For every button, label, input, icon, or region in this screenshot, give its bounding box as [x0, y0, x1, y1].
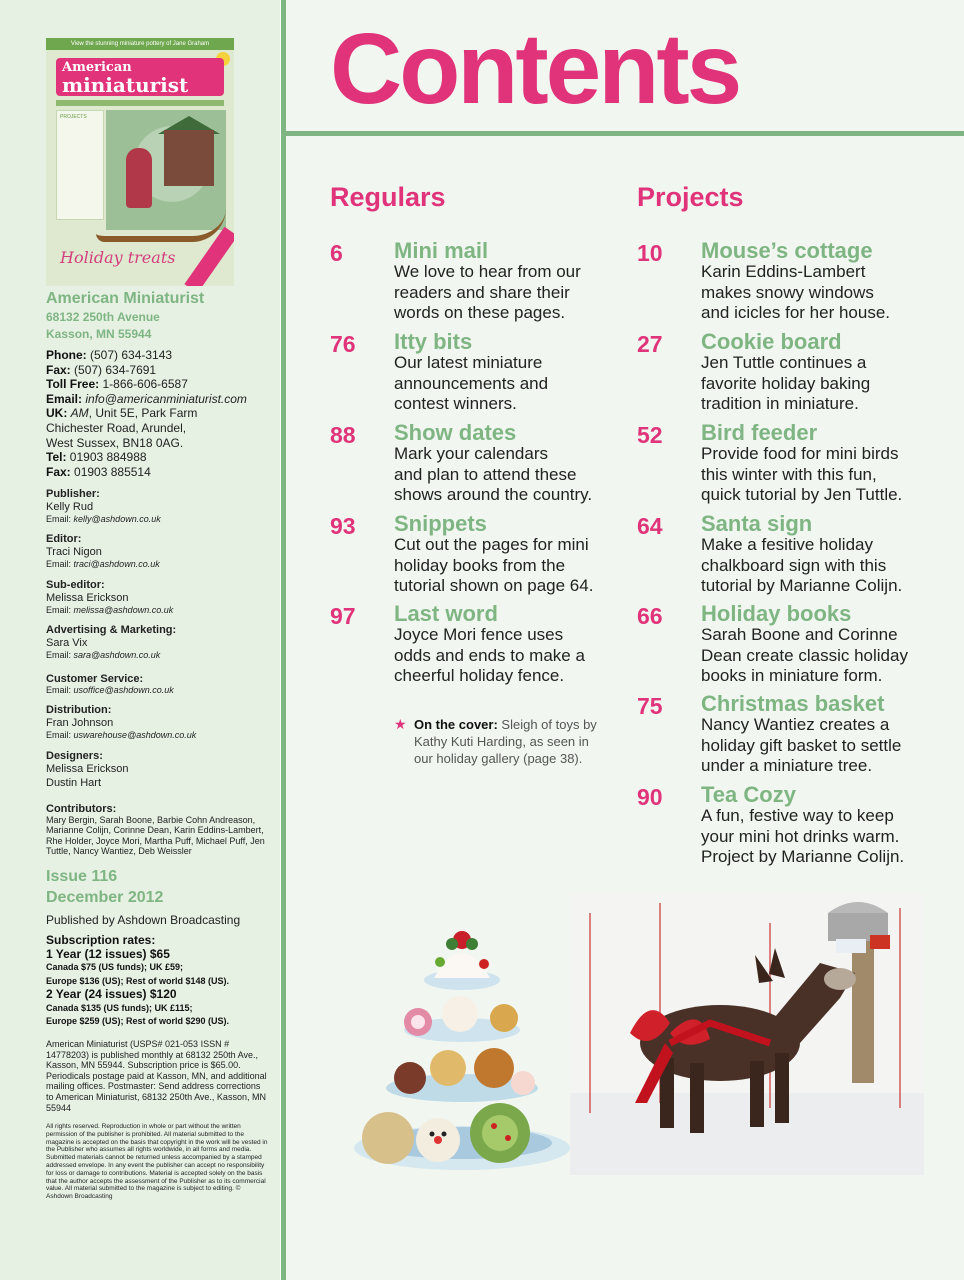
entry-title[interactable]: Last word	[394, 601, 498, 626]
contact-line	[46, 421, 276, 436]
entry-description-line: contest winners.	[394, 394, 517, 414]
cover-note-text: Sleigh of toys by Kathy Kuti Harding, as seen in our holiday gallery (page 38).	[414, 717, 597, 766]
entry-description-line: makes snowy windows	[701, 282, 874, 302]
entry-title[interactable]: Mini mail	[394, 238, 489, 263]
contact-value: 01903 884988	[69, 450, 147, 465]
entry-description	[701, 535, 902, 597]
email-prefix: Email:	[46, 559, 72, 569]
contact-label: Email:	[46, 391, 83, 406]
magazine-name: American Miniaturist	[46, 290, 205, 307]
contact-line	[46, 392, 276, 407]
page-number: 64	[637, 513, 663, 539]
subscription-line: Canada $75 (US funds); UK £59;	[46, 962, 184, 972]
entry-description-line: announcements and	[394, 373, 549, 393]
page-number: 88	[330, 422, 356, 448]
entry-description-line: Jen Tuttle continues a	[701, 353, 867, 372]
staff-name: Fran Johnson	[46, 717, 114, 729]
entry-description	[394, 353, 548, 415]
entry-description-line: shows around the country.	[394, 485, 593, 505]
email-prefix: Email:	[46, 605, 72, 615]
staff-email-link[interactable]: kelly@ashdown.co.uk	[73, 514, 161, 524]
entry-description-line: words on these pages.	[394, 303, 566, 323]
entry-description-line: cheerful holiday fence.	[394, 666, 565, 686]
cover-logo	[56, 58, 224, 96]
entry-title[interactable]: Snippets	[394, 511, 487, 536]
entry-description-line: books in miniature form.	[701, 666, 883, 686]
email-prefix: Email:	[46, 730, 72, 740]
entry-description-line: A fun, festive way to keep	[701, 806, 894, 825]
page-number: 90	[637, 784, 663, 810]
entry-description-line: chalkboard sign with this	[701, 555, 887, 575]
contact-value: 01903 885514	[74, 464, 151, 479]
entry-description	[394, 262, 581, 324]
contact-label: Toll Free:	[46, 377, 100, 392]
usps-notice: American Miniaturist (USPS# 021-053 ISSN # 14778203) is published monthly at 68132 250th Ave., Kasson, MN 55944. Subscription price is $65.00. Periodicals postage paid at Kasson, MN, and additional mailing offices. Postmaster: Send address corrections to American Miniaturist, 68132 250th Ave., Kasson, MN 55944	[46, 1039, 267, 1113]
page-number: 66	[637, 603, 663, 629]
entry-description-line: favorite holiday baking	[701, 373, 871, 393]
contact-value[interactable]: info@americanminiaturist.com	[85, 391, 247, 406]
contact-value: Chichester Road, Arundel,	[46, 420, 187, 435]
subscription-line: Europe $259 (US); Rest of world $290 (US).	[46, 1016, 230, 1026]
staff-email-line	[46, 650, 276, 661]
entry-description-line: Nancy Wantiez creates a	[701, 715, 890, 734]
contributors-label: Contributors:	[46, 803, 117, 815]
entry-description-line: Our latest miniature	[394, 353, 543, 372]
cover-house	[164, 130, 214, 186]
entry-description-line: Dean create classic holiday	[701, 645, 908, 665]
staff-email-link[interactable]: sara@ashdown.co.uk	[73, 650, 161, 660]
contact-line	[46, 436, 276, 451]
staff-name: Traci Nigon	[46, 546, 102, 558]
contact-value: , Unit 5E, Park Farm	[88, 406, 198, 421]
entry-description-line: Provide food for mini birds	[701, 444, 899, 463]
staff-entry	[46, 533, 276, 570]
contact-value: (507) 634-3143	[90, 348, 173, 362]
staff-email-line	[46, 730, 276, 741]
contact-value: 1-866-606-6587	[102, 377, 188, 392]
entry-title[interactable]: Holiday books	[701, 601, 852, 626]
entry-title[interactable]: Santa sign	[701, 511, 813, 536]
staff-entry	[46, 624, 276, 661]
issue-date: December 2012	[46, 889, 164, 906]
entry-description-line: holiday gift basket to settle	[701, 735, 902, 755]
cover-thumbnail[interactable]	[46, 38, 234, 286]
subscription-line: 1 Year (12 issues) $65	[46, 946, 170, 961]
entry-description-line: Sarah Boone and Corinne	[701, 625, 898, 644]
entry-description-line: readers and share their	[394, 282, 570, 302]
contact-line	[46, 406, 276, 421]
staff-email-line	[46, 685, 276, 696]
entry-title[interactable]: Christmas basket	[701, 691, 885, 716]
cover-sleigh	[96, 208, 226, 242]
entry-description-line: We love to hear from our	[394, 262, 581, 281]
projects-heading: Projects	[637, 182, 744, 212]
staff-name: Kelly Rud	[46, 501, 94, 513]
contributors-names: Mary Bergin, Sarah Boone, Barbie Cohn Andreason, Marianne Colijn, Corinne Dean, Karin Eddins-Lambert, Rhe Holder, Joyce Mori, Martha Puff, Michael Puff, Jen Tuttle, Nancy Wantiez, Deb Weissler	[46, 814, 265, 856]
entry-description-line: odds and ends to make a	[394, 645, 585, 665]
cover-doll-figure	[126, 148, 152, 208]
page-number: 75	[637, 693, 663, 719]
page-title: Contents	[330, 13, 740, 125]
cover-note-label: On the cover:	[414, 717, 498, 732]
entry-description-line: tradition in miniature.	[701, 394, 859, 414]
entry-description	[701, 715, 901, 777]
email-prefix: Email:	[46, 514, 72, 524]
subscription-line: Subscription rates:	[46, 933, 156, 947]
subscription-line: 2 Year (24 issues) $120	[46, 987, 177, 1001]
staff-name: Sara Vix	[46, 637, 88, 649]
entry-description-line: tutorial shown on page 64.	[394, 576, 594, 596]
title-divider	[286, 131, 964, 136]
entry-description-line: Karin Eddins-Lambert	[701, 262, 866, 281]
contact-value: (507) 634-7691	[74, 362, 157, 377]
contact-line	[46, 377, 276, 392]
staff-role: Sub-editor:	[46, 579, 105, 591]
cover-subbar	[56, 100, 224, 106]
issue-number: Issue 116	[46, 868, 118, 885]
rights-notice: All rights reserved. Reproduction in whole or part without the written permission of the publisher is prohibited. All material submitted to the magazine is accepted on the basis that copyright in the work will be vested in the Publisher who assumes all rights worldwide, in all forms and media. Submitted materials cannot be returned unless accompanied by a stamped addressed envelope. In any event the publisher can accept no responsibility for loss or damage to contributions. Material is accepted solely on the basis that the author accepts the assessment of the Publisher as to its commercial value. All material submitted to the magazine is subject to editing. © Ashdown Broadcasting	[46, 1123, 268, 1201]
staff-entry	[46, 673, 276, 696]
entry-description-line: Project by Marianne Colijn.	[701, 847, 905, 867]
contact-label: Phone:	[46, 348, 87, 362]
entry-description-line: Cut out the pages for mini	[394, 535, 589, 554]
staff-email-link[interactable]: melissa@ashdown.co.uk	[73, 605, 174, 615]
entry-title[interactable]: Bird feeder	[701, 420, 818, 445]
entry-description-line: and plan to attend these	[394, 464, 577, 484]
page-number: 76	[330, 331, 356, 357]
page-number: 93	[330, 513, 356, 539]
contact-label: UK:	[46, 406, 68, 421]
entry-description	[701, 625, 908, 687]
staff-role: Distribution:	[46, 704, 112, 716]
subscription-line: Europe $136 (US); Rest of world $148 (US).	[46, 975, 230, 986]
contact-label: Tel:	[46, 450, 67, 465]
staff-email-link[interactable]: traci@ashdown.co.uk	[73, 559, 160, 569]
entry-description-line: tutorial by Marianne Colijn.	[701, 576, 903, 596]
publisher-line: Published by Ashdown Broadcasting	[46, 913, 241, 927]
staff-name: Melissa Erickson	[46, 592, 129, 604]
staff-entry	[46, 704, 276, 741]
entry-description	[701, 444, 902, 506]
contact-line	[46, 465, 276, 480]
entry-description-line: this winter with this fun,	[701, 464, 877, 484]
address-line1: 68132 250th Avenue	[46, 310, 160, 324]
staff-entry	[46, 579, 276, 616]
page-number: 6	[330, 240, 343, 266]
staff-role: Editor:	[46, 533, 82, 545]
entry-description-line: holiday books from the	[394, 555, 566, 575]
entry-description	[394, 535, 593, 597]
entry-title[interactable]: Cookie board	[701, 329, 842, 354]
entry-title[interactable]: Itty bits	[394, 329, 473, 354]
entry-description	[701, 806, 904, 868]
page-number: 52	[637, 422, 663, 448]
entry-title[interactable]: Mouse’s cottage	[701, 238, 873, 263]
entry-description-line: Joyce Mori fence uses	[394, 625, 564, 644]
contact-label: Fax:	[46, 464, 71, 479]
staff-name: Dustin Hart	[46, 777, 102, 789]
address-line2: Kasson, MN 55944	[46, 327, 152, 341]
staff-role: Customer Service:	[46, 673, 144, 685]
entry-description	[394, 444, 592, 506]
contact-line	[46, 363, 276, 378]
cover-projects-box	[56, 110, 104, 220]
star-icon: ★	[394, 716, 407, 732]
regulars-heading: Regulars	[330, 182, 446, 212]
entry-description-line: and icicles for her house.	[701, 303, 890, 323]
donkey-mailbox-photo	[570, 893, 924, 1175]
subscription-rates	[46, 934, 278, 1029]
entry-description	[394, 625, 585, 687]
subscription-line: Canada $135 (US funds); UK £115;	[46, 1002, 193, 1013]
contact-italic: AM	[70, 406, 89, 421]
staff-email-link[interactable]: uswarehouse@ashdown.co.uk	[73, 730, 197, 740]
staff-name: Melissa Erickson	[46, 763, 129, 775]
cover-logo-line2: miniaturist	[62, 73, 189, 97]
email-prefix: Email:	[46, 685, 72, 695]
page-number: 97	[330, 603, 356, 629]
entry-description-line: Mark your calendars	[394, 444, 549, 463]
cover-holiday-text: Holiday treats	[60, 248, 176, 267]
contact-value: West Sussex, BN18 0AG.	[46, 435, 184, 450]
staff-email-link[interactable]: usoffice@ashdown.co.uk	[73, 685, 174, 695]
cake-stand-photo	[348, 918, 576, 1176]
staff-role: Publisher:	[46, 488, 100, 500]
entry-title[interactable]: Tea Cozy	[701, 782, 796, 807]
cover-topbar: View the stunning miniature pottery of Jane Graham	[46, 38, 234, 50]
entry-description-line: under a miniature tree.	[701, 756, 873, 776]
contributors-block	[46, 804, 278, 857]
page-number: 10	[637, 240, 663, 266]
staff-role: Designers:	[46, 750, 103, 762]
contact-label: Fax:	[46, 362, 71, 377]
entry-title[interactable]: Show dates	[394, 420, 517, 445]
staff-email-line	[46, 559, 276, 570]
entry-description	[701, 262, 890, 324]
cover-logo-line1: American	[62, 60, 132, 75]
entry-description	[701, 353, 870, 415]
staff-entry	[46, 488, 276, 525]
staff-email-line	[46, 605, 276, 616]
entry-description-line: quick tutorial by Jen Tuttle.	[701, 485, 903, 505]
page-number: 27	[637, 331, 663, 357]
contact-line	[46, 348, 276, 363]
staff-entry	[46, 750, 276, 790]
contact-block	[46, 348, 276, 479]
cover-note	[396, 716, 606, 767]
entry-description-line: your mini hot drinks warm.	[701, 826, 900, 846]
entry-description-line: Make a fesitive holiday	[701, 535, 873, 554]
email-prefix: Email:	[46, 650, 72, 660]
contact-line	[46, 450, 276, 465]
staff-role: Advertising & Marketing:	[46, 624, 177, 636]
cover-projects-label: PROJECTS	[60, 114, 87, 120]
staff-email-line	[46, 514, 276, 525]
